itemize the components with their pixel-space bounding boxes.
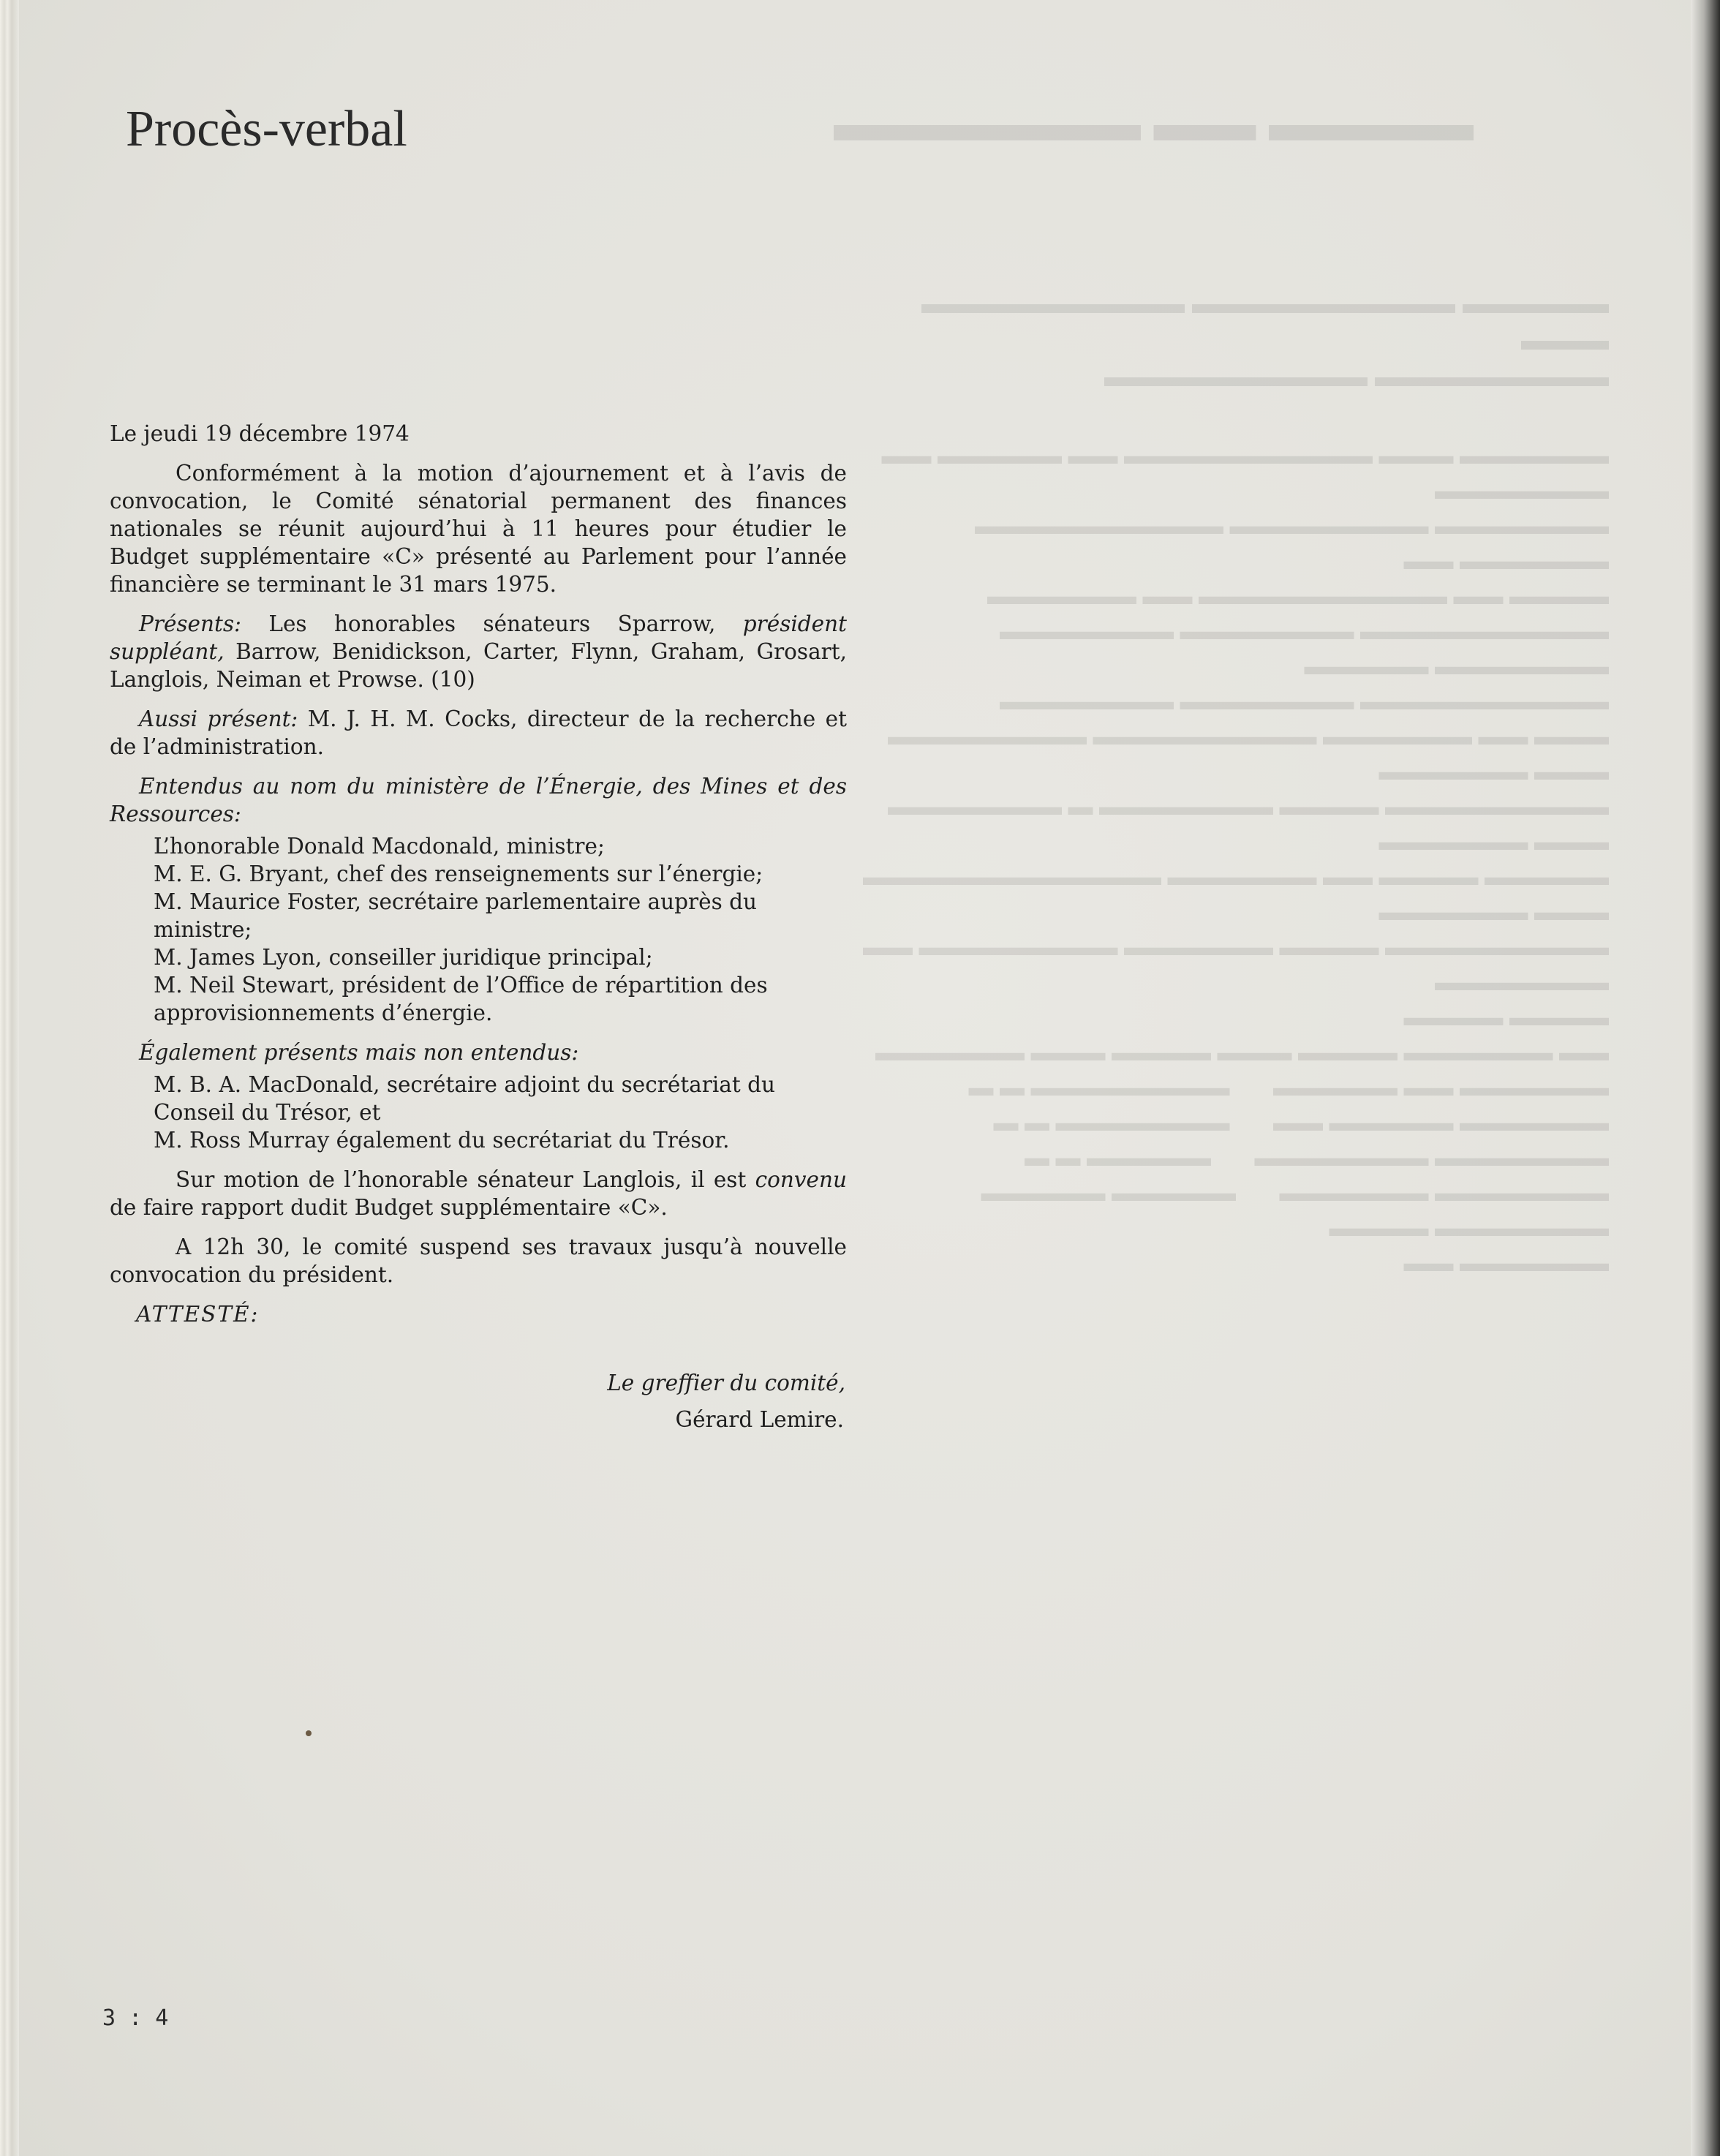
also-present-paragraph: [110, 705, 847, 761]
motion-text-b: de faire rapport dudit Budget supplémentaire «C».: [110, 1195, 668, 1220]
signature-block: [110, 1365, 847, 1438]
list-item: M. B. A. MacDonald, secrétaire adjoint du secrétariat du Conseil du Trésor, et: [154, 1072, 775, 1125]
present-paragraph: [110, 610, 847, 693]
minutes-body: [110, 420, 847, 1438]
also-present-text: M. J. H. M. Cocks, directeur de la recherche et de l’administration.: [110, 706, 847, 759]
present-role: président suppléant,: [110, 611, 847, 664]
present-label: Présents:: [139, 611, 241, 636]
paper-speck: [306, 1730, 312, 1736]
list-item: L’honorable Donald Macdonald, ministre;: [154, 834, 605, 859]
clerk-name: Gérard Lemire.: [675, 1407, 844, 1432]
heard-list: [110, 832, 847, 1027]
also-not-heard-label: Également présents mais non entendus:: [139, 1040, 579, 1065]
also-not-heard-list: [110, 1071, 847, 1154]
page-title: Procès-verbal: [126, 101, 407, 157]
clerk-title: Le greffier du comité,: [607, 1371, 845, 1395]
binding-shadow: [1691, 0, 1720, 2156]
present-text-b: Barrow, Benidickson, Carter, Flynn, Graham, Grosart, Langlois, Neiman et Prowse. (10): [110, 639, 847, 692]
motion-emph: convenu: [755, 1167, 847, 1192]
also-present-label: Aussi présent:: [139, 706, 298, 731]
heard-label: Entendus au nom du ministère de l’Énergie, des Mines et des Ressources:: [110, 774, 847, 826]
motion-paragraph: [110, 1166, 847, 1221]
page-stack-edge: [0, 0, 19, 2156]
list-item: M. Neil Stewart, président de l’Office de répartition des approvisionnements d’énergie.: [154, 973, 768, 1025]
present-text-a: Les honorables sénateurs Sparrow,: [241, 611, 743, 636]
page-number: 3 : 4: [102, 2005, 169, 2031]
list-item: M. Maurice Foster, secrétaire parlementaire auprès du ministre;: [154, 889, 757, 942]
intro-paragraph: Conformément à la motion d’ajournement et à l’avis de convocation, le Comité sénatorial permanent des finances nationales se réunit aujourd’hui à 11 heures pour étudier le Budget supplémentaire «C» présenté au Parlement pour l’année financière se terminant le 31 mars 1975.: [110, 461, 847, 597]
list-item: M. Ross Murray également du secrétariat du Trésor.: [154, 1128, 730, 1153]
meeting-date: Le jeudi 19 décembre 1974: [110, 421, 410, 446]
adjourn-paragraph: A 12h 30, le comité suspend ses travaux jusqu’à nouvelle convocation du président.: [110, 1235, 847, 1287]
list-item: M. James Lyon, conseiller juridique principal;: [154, 945, 653, 970]
motion-text-a: Sur motion de l’honorable sénateur Langlois, il est: [176, 1167, 755, 1192]
list-item: M. E. G. Bryant, chef des renseignements sur l’énergie;: [154, 862, 763, 886]
attest-label: ATTESTÉ:: [136, 1302, 260, 1327]
